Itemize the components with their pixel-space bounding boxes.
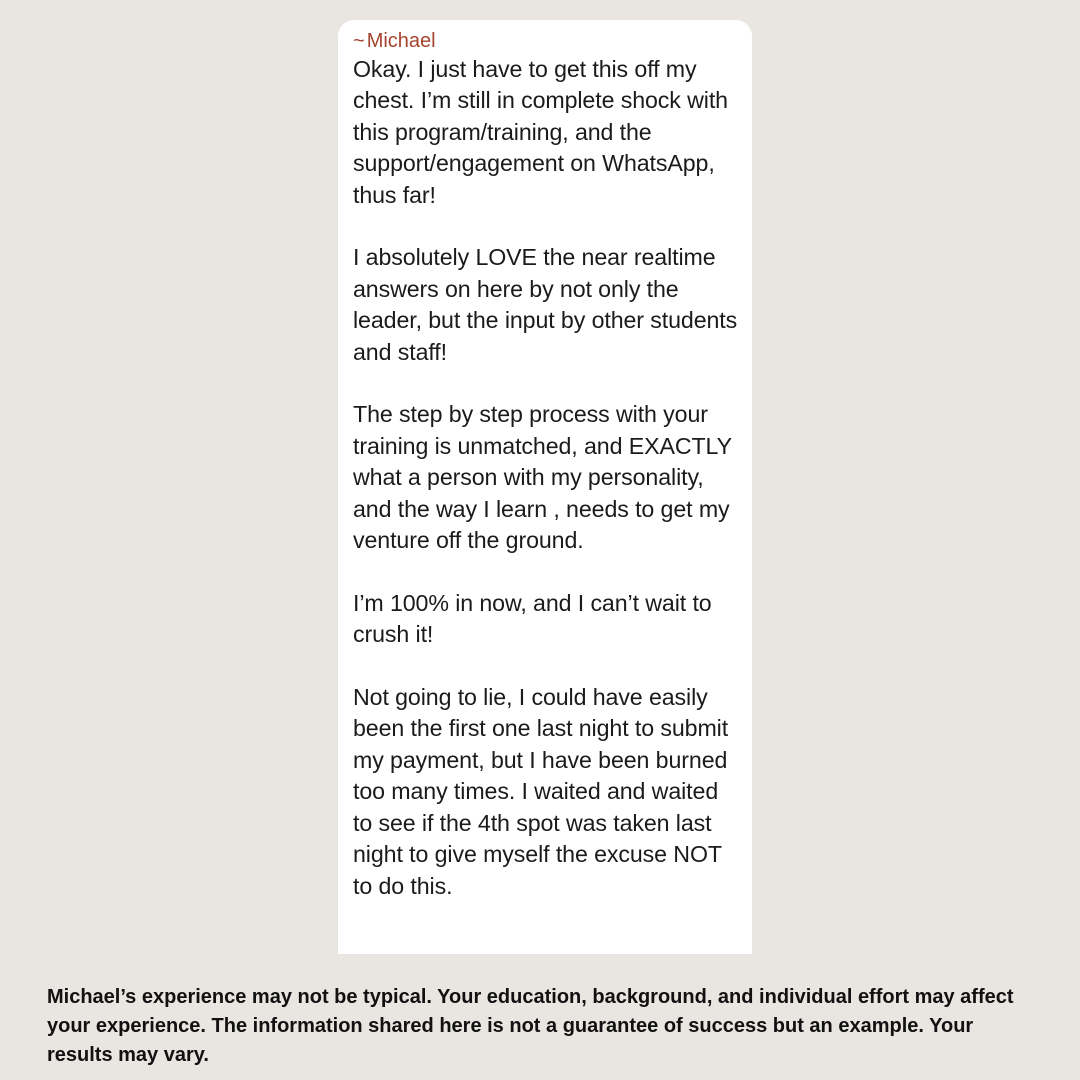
disclaimer-text: Michael’s experience may not be typical. Your education, background, and individual effort may affect your experience. The information shared here is not a guarantee of success but an example. Your results may vary. (47, 986, 1014, 1066)
message-paragraph-5: Not going to lie, I could have easily been the first one last night to submit my payment, but I have been burned too many times. I waited and waited to see if the 4th spot was taken last night to give myself the excuse NOT to do this. (353, 684, 729, 899)
sender-prefix: ~ (353, 30, 365, 52)
message-paragraph-1: Okay. I just have to get this off my chest. I’m still in complete shock with this program/training, and the support/engagement on WhatsApp, thus far! (353, 56, 728, 208)
sender-name[interactable] (353, 30, 738, 52)
chat-message-bubble (338, 20, 752, 954)
message-paragraph-3: The step by step process with your training is unmatched, and EXACTLY what a person with my personality, and the way I learn , needs to get my venture off the ground. (353, 401, 732, 554)
message-paragraph-2: I absolutely LOVE the near realtime answers on here by not only the leader, but the input by other students and staff! (353, 244, 738, 365)
sender-name-label: Michael (366, 30, 436, 52)
message-paragraph-4: I’m 100% in now, and I can’t wait to crush it! (353, 589, 712, 648)
